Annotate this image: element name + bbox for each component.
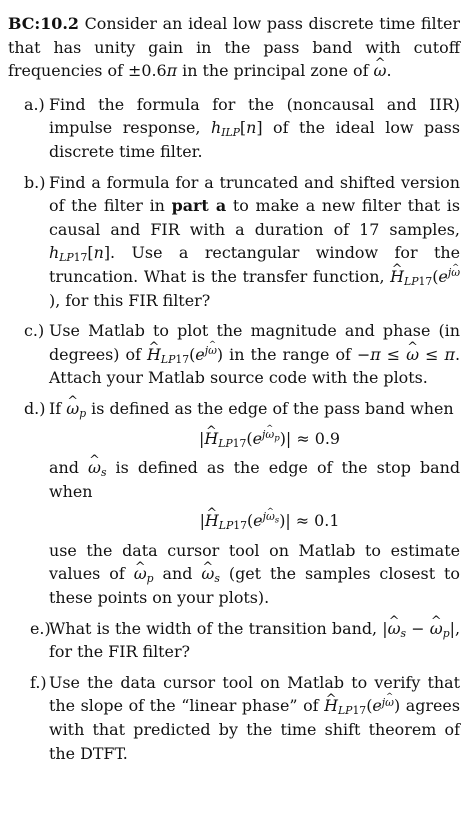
sub-question-label: d.) <box>24 398 46 418</box>
sub-question-label: b.) <box>24 172 46 192</box>
sub-question-e: e.) What is the width of the transition band, |^ $\omega_s$ − ^ $\omega_p|$, for the FIR filter? <box>8 617 460 664</box>
sub-question-a: a.) Find the formula for the (noncausal and IIR) impulse response, $h_{ILP}[n]$ of the ideal low pass discrete time filter. <box>24 94 460 161</box>
sub-question-c: c.) Use Matlab to plot the magnitude and phase (in degrees) of ^ $H_{LP17}(e^{j\omega})$ in the range of −π ≤ ^ ω ≤ π. Attach your Matlab source code with the plots. <box>8 319 460 390</box>
sub-question-list <box>8 93 460 765</box>
sub-question-label: c.) <box>24 321 45 341</box>
passband-equation: |^ $H_{LP17}(e^{j\omega_p})| \approx 0.9$ <box>49 427 460 451</box>
sub-question-label: e.) <box>30 618 51 638</box>
sub-question-f: f.) Use the data cursor tool on Matlab to verify that the slope of the “linear phase” of ^ $H_{LP17}(e^{j\omega})$ agrees with that predicted by the time shift theorem of the DTFT. <box>8 671 460 765</box>
problem-id: BC:10.2 <box>8 14 79 33</box>
sub-question-label: a.) <box>24 94 45 114</box>
sub-question-d: d.) If ^ $\omega_p$ is defined as the edge of the pass band when |^ $H_{LP17}(e^{j\omega_p})| \approx 0.9$ and ^ $\omega_s$ is defined as the edge of the stop band when |^ $H_{LP17}(e^{j\omega_s})| \approx 0.1$ use the data cursor tool on Matlab to estimate values of ^ $\omega_p$ and ^ $\omega_s$ (get the samples closest to these points on your plots). <box>8 397 460 610</box>
sub-question-label: f.) <box>30 672 47 692</box>
problem-intro: BC:10.2 Consider an ideal low pass discrete time filter that has unity gain in the pass band with cutoff frequencies of ±0.6π in the principal zone of ^ ω. <box>8 12 460 83</box>
sub-question-b: b.) Find a formula for a truncated and shifted version of the filter in part a to make a new filter that is causal and FIR with a duration of 17 samples, $h_{LP17}[n]$. Use a rectangular window for the truncation. What is the transfer function, ^ $H_{LP17}(e^{j\omega})$, for this FIR filter? <box>8 171 460 313</box>
stopband-equation: |^ $H_{LP17}(e^{j\omega_s})| \approx 0.1$ <box>49 509 460 533</box>
